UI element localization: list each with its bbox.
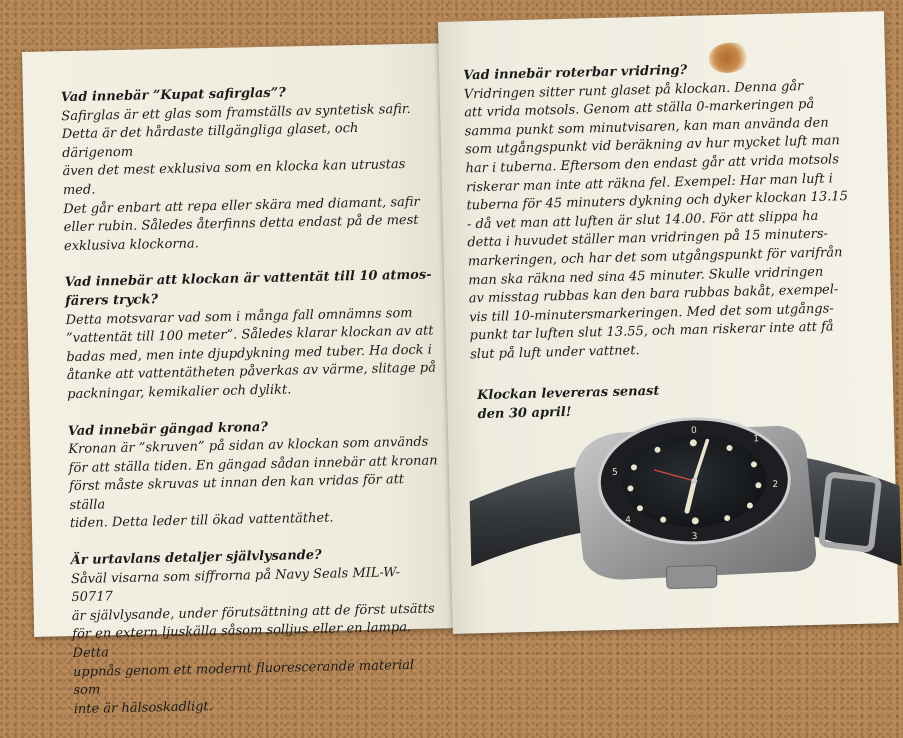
faq-section-water-resistance [65,267,438,405]
right-page [438,11,899,634]
faq-section-screw-crown [68,415,440,534]
brochure [22,22,886,717]
right-page-content [463,57,881,382]
faq-section-luminous-dial [70,544,443,719]
faq-question: Vad innebär att klockan är vattentät till 10 atmos- färers tryck? [64,267,432,310]
faq-question: Vad innebär ”Kupat safirglas”? [60,85,286,106]
faq-answer: Detta motsvarar vad som i många fall omnämns som ”vattentät till 100 meter”. Således klarar klockan av att badas med, men inte djupdykning med tuber. Ha dock i åtanke att vattentätheten påverkas av värme, slitage på packningar, kemikalier och dylikt. [65,305,437,403]
faq-answer: Kronan är ”skruven” på sidan av klockan som används för att ställa tiden. En gängad sådan innebär att kronan först måste skruvas ut innan den kan vridas för att ställa tiden. Detta leder till ökad vattentäthet. [68,434,438,532]
left-page-content [61,81,444,737]
bezel-number: 4 [625,515,632,526]
bezel-number: 1 [753,434,760,445]
watch-icon [467,381,902,611]
bezel-number: 2 [772,479,779,490]
faq-section-rotating-bezel [463,57,880,364]
crown [666,565,717,588]
left-page [22,43,454,717]
faq-answer: Vridringen sitter runt glaset på klockan. Denna går att vrida motsols. Genom att ställa 0-markeringen på samma punkt som minutvisaren, kan man använda den som utgångspunkt vid beräkning av hur mycket luft man har i tuberna. Eftersom den endast går att vrida motsols riskerar man inte att räkna fel. Exempel: Har man luft i tuberna för 45 minuters dykning och dyker klockan 13.15 - då vet man att luften är slut 14.00. För att slippa ha detta i huvudet ställer man vridringen på 15 minuters- markeringen, och har det som utgångspunkt för varifrån man ska räkna ned sina 45 minuter. Skulle vridringen av misstag rubbas kan den bara rubbas bakåt, exempel- vis till 10-minutersmarkeringen. Med det som utgångs- punkt tar luften slut 13.55, och man riskerar inte att få slut på luft under vattnet. [463,78,849,363]
delivery-notice: Klockan levereras senast den 30 april! [476,383,660,422]
faq-question: Vad innebär gängad krona? [67,419,269,439]
bezel-number: 3 [691,531,698,542]
bezel-number: 5 [611,467,618,478]
faq-question: Vad innebär roterbar vridring? [463,62,688,84]
faq-answer: Safirglas är ett glas som framställs av syntetisk safir. Detta är det hårdaste tillgängliga glaset, och därigenom även det mest exklusiva som en klocka kan utrustas med. Det går enbart att repa eller skära med diamant, safir eller rubin. Således återfinns detta endast på de mest exklusiva klockorna. [61,101,420,254]
faq-section-sapphire [61,81,434,256]
watch-illustration [467,381,902,611]
faq-answer: Såväl visarna som siffrorna på Navy Seals MIL-W-50717 är självlysande, under förutsättning att de först utsätts för en extern ljuskälla såsom solljus eller en lampa. Detta uppnås genom ett modernt fluorescerande material som inte är hälsoskadligt. [70,564,435,717]
faq-question: Är urtavlans detaljer självlysande? [70,547,322,569]
bezel-number: 0 [690,425,697,436]
